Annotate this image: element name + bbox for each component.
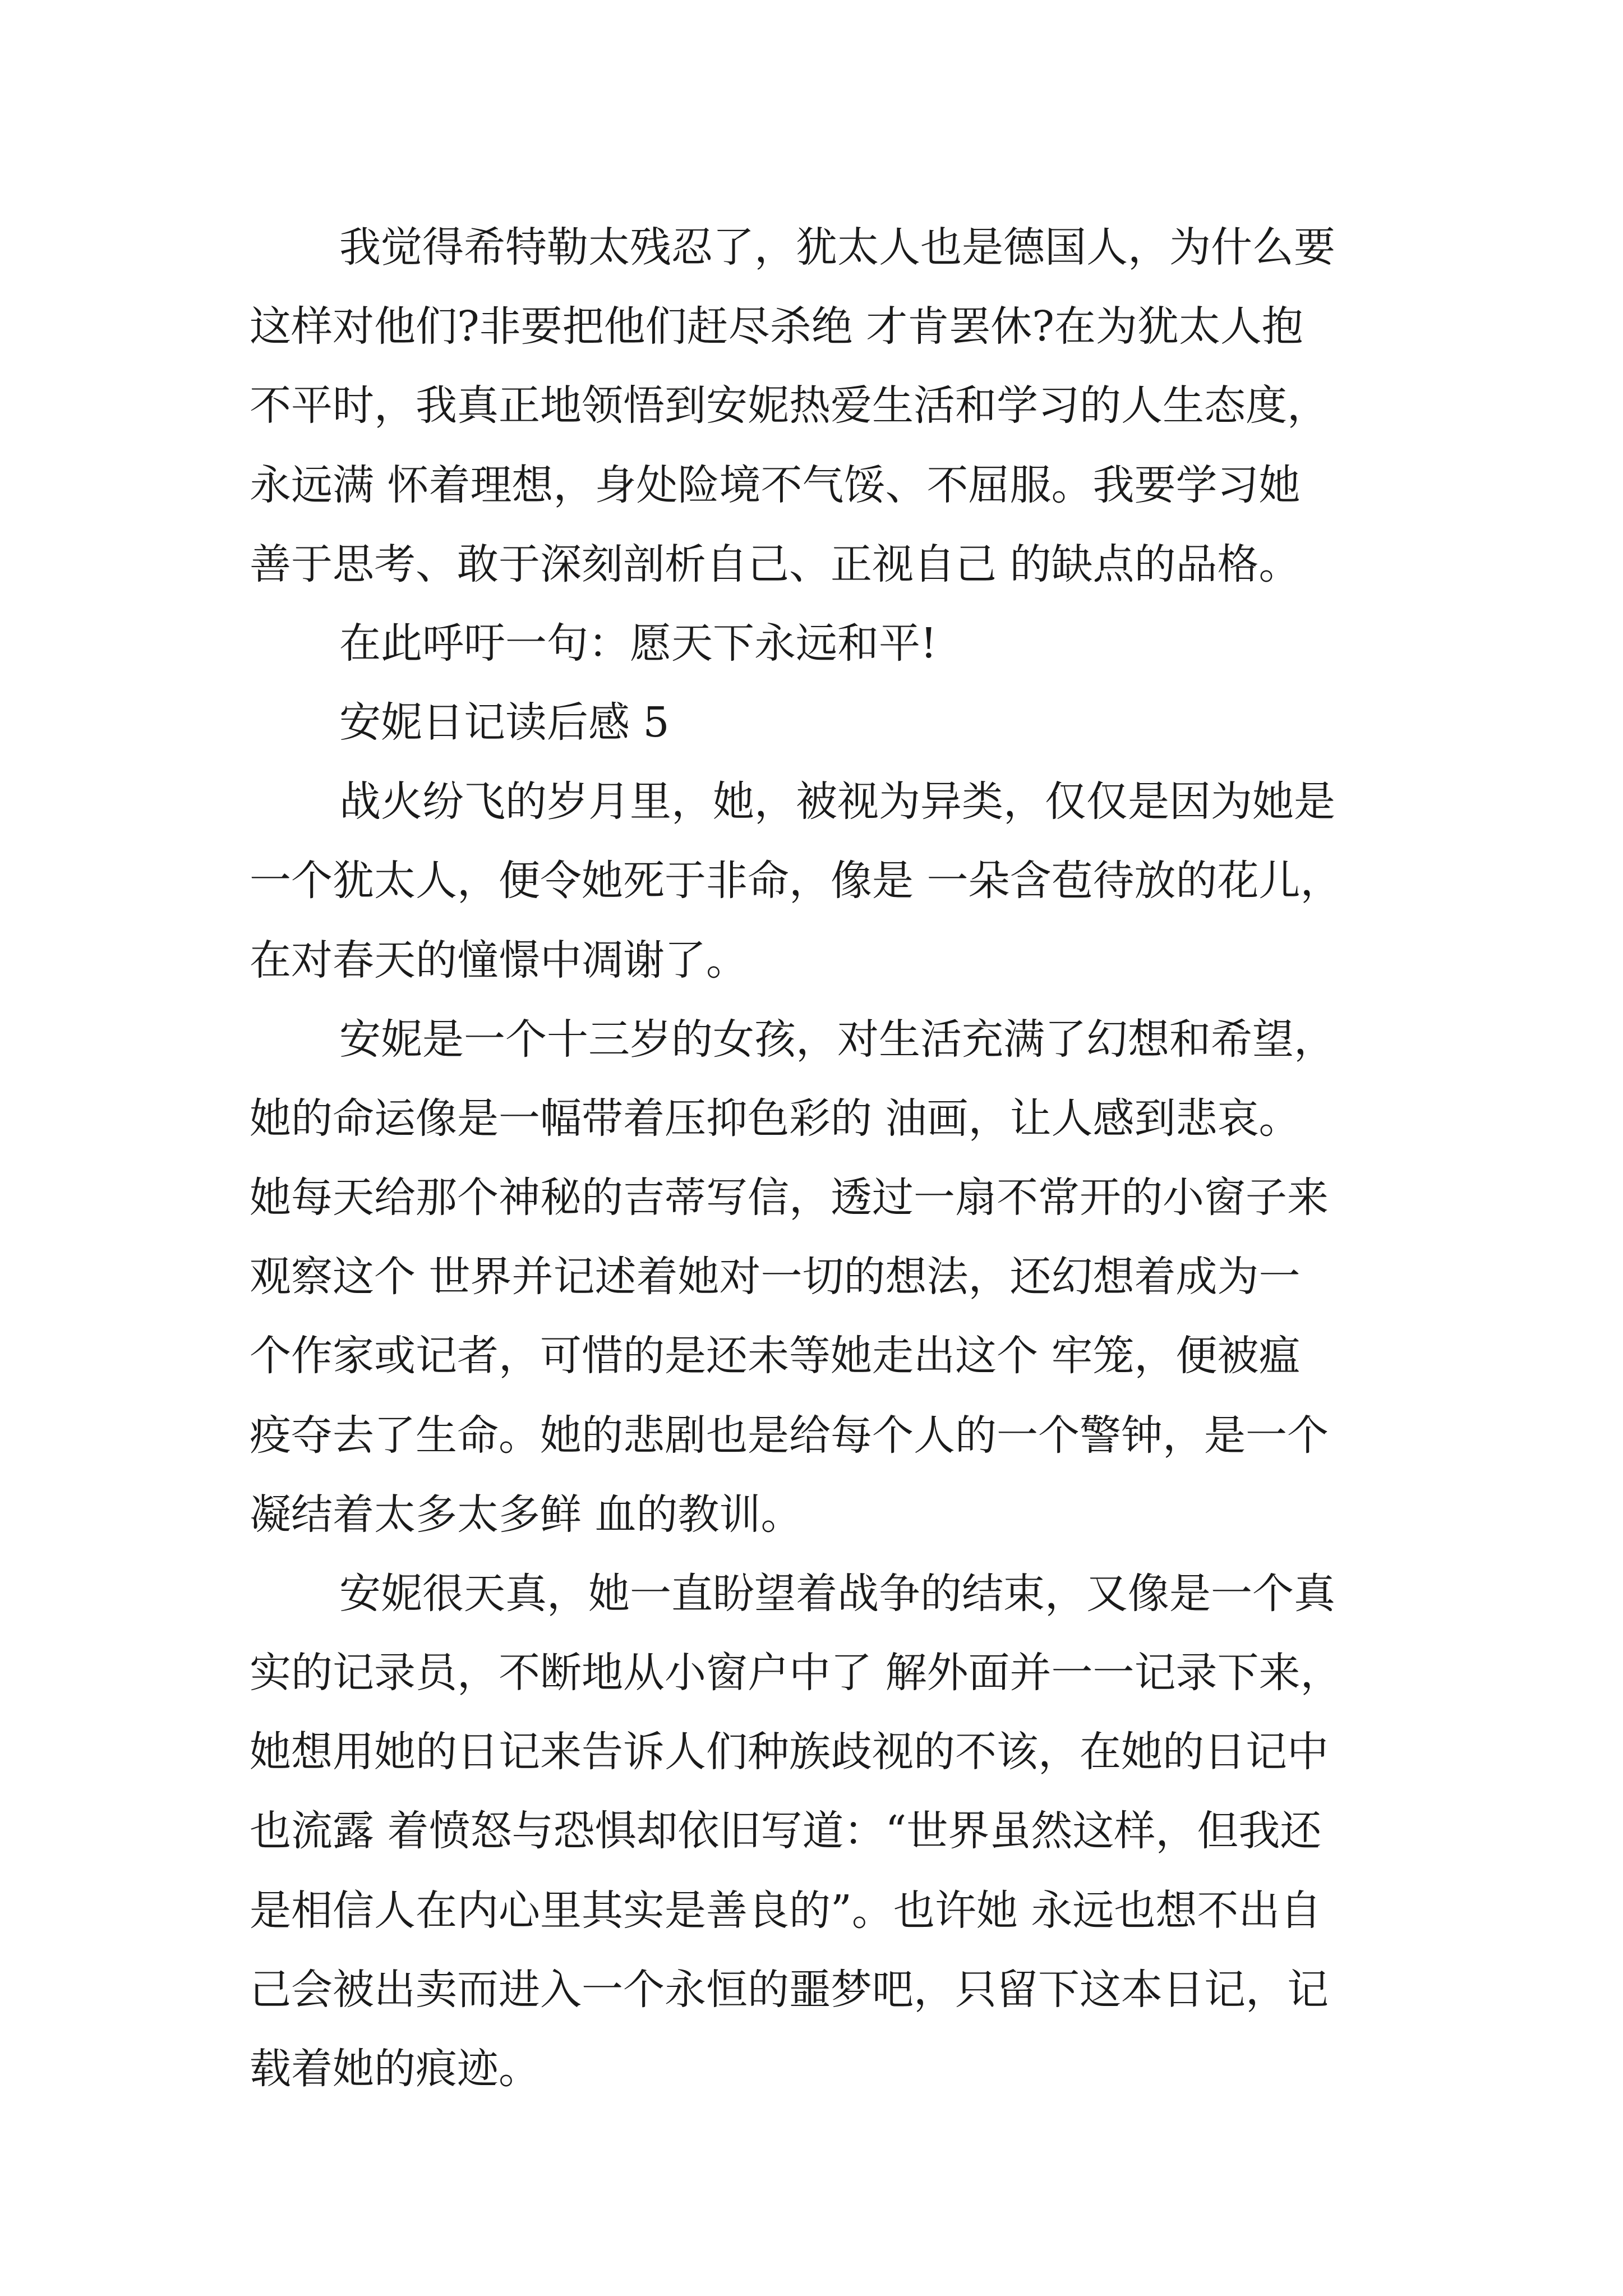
text-line: 载着她的痕迹。 [250,2045,540,2093]
text-line: 凝结着太多太多鲜 血的教训。 [250,1490,803,1539]
text-line: 永远满 怀着理想，身处险境不气馁、不屈服。我要学习她 [250,461,1301,509]
text-line: 她的命运像是一幅带着压抑色彩的 油画，让人感到悲哀。 [250,1094,1301,1143]
section-heading: 安妮日记读后感 5 [339,698,670,747]
text-line: 她想用她的日记来告诉人们种族歧视的不该，在她的日记中 [250,1728,1329,1776]
text-line: 她每天给那个神秘的吉蒂写信，透过一扇不常开的小窗子来 [250,1174,1329,1222]
text-line: 这样对他们?非要把他们赶尽杀绝 才肯罢休?在为犹太人抱 [250,302,1303,351]
text-line: 战火纷飞的岁月里，她，被视为异类，仅仅是因为她是 [339,777,1335,826]
text-line: 个作家或记者，可惜的是还未等她走出这个 牢笼，便被瘟 [250,1332,1301,1380]
text-line: 我觉得希特勒太残忍了，犹太人也是德国人，为什么要 [339,223,1335,272]
text-line: 观察这个 世界并记述着她对一切的想法，还幻想着成为一 [250,1253,1301,1301]
text-line: 也流露 着愤怒与恐惧却依旧写道：“世界虽然这样，但我还 [250,1807,1322,1855]
text-line: 在此呼吁一句：愿天下永远和平! [339,619,937,668]
text-line: 不平时，我真正地领悟到安妮热爱生活和学习的人生态度， [250,381,1329,430]
text-line: 安妮是一个十三岁的女孩，对生活充满了幻想和希望， [339,1015,1335,1064]
text-line: 疫夺去了生命。她的悲剧也是给每个人的一个警钟，是一个 [250,1411,1329,1460]
text-line: 是相信人在内心里其实是善良的”。也许她 永远也想不出自 [250,1887,1322,1935]
text-line: 实的记录员，不断地从小窗户中了 解外面并一一记录下来， [250,1649,1342,1697]
text-line: 安妮很天真，她一直盼望着战争的结束，又像是一个真 [339,1570,1335,1618]
text-line: 己会被出卖而进入一个永恒的噩梦吧，只留下这本日记，记 [250,1966,1329,2014]
text-line: 在对春天的憧憬中凋谢了。 [250,936,748,984]
text-line: 一个犹太人，便令她死于非命，像是 一朵含苞待放的花儿， [250,857,1342,905]
text-line: 善于思考、敢于深刻剖析自己、正视自己 的缺点的品格。 [250,540,1301,588]
